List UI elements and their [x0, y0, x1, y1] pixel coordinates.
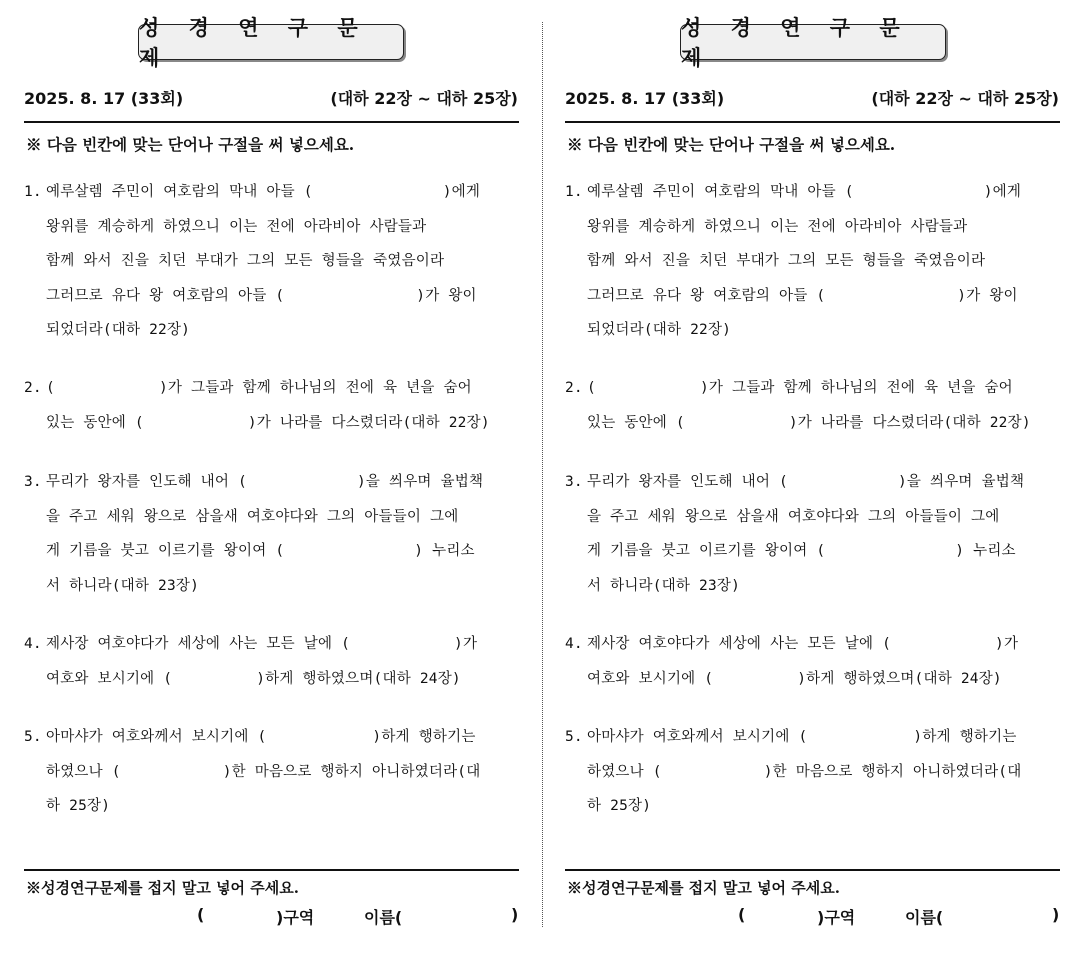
question-4: [565, 627, 1060, 696]
question-text: 여호와 보시기에 (: [587, 670, 714, 687]
instruction-text: ※ 다음 빈칸에 맞는 단어나 구절을 써 넣으세요.: [26, 135, 355, 154]
question-number: 1.: [24, 184, 42, 200]
name-label: 이름(: [905, 908, 944, 927]
question-number: 3.: [565, 474, 583, 490]
question-text: )을 씌우며 율법책: [897, 474, 1025, 490]
question-text: )한 마음으로 행하지 아니하였더라(대: [763, 763, 1022, 780]
question-text: 왕위를 계승하게 하였으니 이는 전에 아라비아 사람들과: [46, 218, 427, 235]
question-text: 무리가 왕자를 인도해 내어 (: [587, 474, 788, 490]
question-text: )하게 행하기는: [913, 729, 1017, 745]
question-text: )가 왕이: [416, 287, 477, 304]
question-text: 함께 와서 진을 치던 부대가 그의 모든 형들을 죽였음이라: [587, 253, 986, 269]
question-text: 여호와 보시기에 (: [46, 670, 173, 687]
question-text: )하게 행하였으며(대하 24장): [256, 670, 461, 687]
district-label: )구역: [817, 908, 856, 927]
worksheet-title: 성 경 연 구 문 제: [138, 24, 404, 60]
question-1: [24, 175, 519, 348]
district-open: (: [738, 905, 746, 924]
session-date: 2025. 8. 17 (33회): [24, 89, 184, 108]
session-date: 2025. 8. 17 (33회): [565, 89, 725, 108]
district-open: (: [197, 905, 205, 924]
question-number: 1.: [565, 184, 583, 200]
bottom-rule: [24, 869, 519, 871]
question-text: ) 누리소: [414, 543, 475, 559]
question-text: 서 하니라(대하 23장): [587, 577, 741, 594]
question-text: 되었더라(대하 22장): [587, 322, 732, 338]
question-text: 그러므로 유다 왕 여호람의 아들 (: [46, 287, 285, 304]
question-text: (: [46, 380, 55, 396]
question-number: 3.: [24, 474, 42, 490]
instruction-text: ※ 다음 빈칸에 맞는 단어나 구절을 써 넣으세요.: [567, 135, 896, 154]
question-text: 되었더라(대하 22장): [46, 322, 191, 338]
question-text: 하였으나 (: [587, 763, 662, 780]
question-text: 무리가 왕자를 인도해 내어 (: [46, 474, 247, 490]
question-text: )가: [995, 636, 1019, 652]
question-3: [24, 465, 519, 603]
signature-row: [24, 905, 519, 927]
question-5: [565, 720, 1060, 824]
worksheet-copy-left: [24, 0, 519, 973]
info-row: [565, 86, 1059, 110]
question-text: )가 나라를 다스렸더라(대하 22장): [788, 414, 1031, 431]
question-2: [565, 371, 1060, 440]
question-text: )가 그들과 함께 하나님의 전에 육 년을 숨어: [158, 380, 472, 396]
question-text: ) 누리소: [955, 543, 1016, 559]
question-text: 제사장 여호야다가 세상에 사는 모든 날에 (: [46, 636, 351, 652]
question-text: 있는 동안에 (: [587, 414, 685, 431]
question-number: 5.: [24, 729, 42, 745]
question-text: )가 그들과 함께 하나님의 전에 육 년을 숨어: [699, 380, 1013, 396]
worksheet-copy-right: [565, 0, 1060, 973]
question-2: [24, 371, 519, 440]
question-text: 하였으나 (: [46, 763, 121, 780]
question-text: 왕위를 계승하게 하였으니 이는 전에 아라비아 사람들과: [587, 218, 968, 235]
bottom-rule: [565, 869, 1060, 871]
question-number: 5.: [565, 729, 583, 745]
question-text: )한 마음으로 행하지 아니하였더라(대: [222, 763, 481, 780]
question-text: )에게: [983, 184, 1022, 200]
question-text: )가: [454, 636, 478, 652]
question-4: [24, 627, 519, 696]
cut-line-divider: [542, 22, 543, 927]
question-number: 4.: [24, 636, 42, 652]
question-text: 함께 와서 진을 치던 부대가 그의 모든 형들을 죽였음이라: [46, 253, 445, 269]
question-text: 제사장 여호야다가 세상에 사는 모든 날에 (: [587, 636, 892, 652]
question-text: 하 25장): [46, 798, 111, 814]
name-close: ): [511, 905, 519, 924]
chapter-range: (대하 22장 ~ 대하 25장): [330, 89, 518, 108]
question-text: 게 기름을 붓고 이르기를 왕이여 (: [587, 543, 826, 559]
question-text: 있는 동안에 (: [46, 414, 144, 431]
top-rule: [565, 121, 1060, 123]
worksheet-title: 성 경 연 구 문 제: [680, 24, 946, 60]
signature-row: [565, 905, 1060, 927]
question-text: )에게: [442, 184, 481, 200]
question-text: (: [587, 380, 596, 396]
chapter-range: (대하 22장 ~ 대하 25장): [871, 89, 1059, 108]
district-label: )구역: [276, 908, 315, 927]
question-text: 예루살렘 주민이 여호람의 막내 아들 (: [46, 184, 313, 200]
question-text: 그러므로 유다 왕 여호람의 아들 (: [587, 287, 826, 304]
footer-note: ※성경연구문제를 접지 말고 넣어 주세요.: [26, 879, 299, 897]
question-text: 아마샤가 여호와께서 보시기에 (: [46, 729, 267, 745]
question-text: 을 주고 세워 왕으로 삼을새 여호야다와 그의 아들들이 그에: [46, 508, 459, 525]
question-number: 4.: [565, 636, 583, 652]
question-number: 2.: [565, 380, 583, 396]
info-row: [24, 86, 518, 110]
question-3: [565, 465, 1060, 603]
question-text: 게 기름을 붓고 이르기를 왕이여 (: [46, 543, 285, 559]
question-5: [24, 720, 519, 824]
question-text: 하 25장): [587, 798, 652, 814]
question-text: )을 씌우며 율법책: [356, 474, 484, 490]
question-text: )하게 행하기는: [372, 729, 476, 745]
question-text: 예루살렘 주민이 여호람의 막내 아들 (: [587, 184, 854, 200]
top-rule: [24, 121, 519, 123]
question-1: [565, 175, 1060, 348]
question-number: 2.: [24, 380, 42, 396]
question-text: )가 나라를 다스렸더라(대하 22장): [247, 414, 490, 431]
question-text: )하게 행하였으며(대하 24장): [797, 670, 1002, 687]
name-label: 이름(: [364, 908, 403, 927]
question-text: 서 하니라(대하 23장): [46, 577, 200, 594]
footer-note: ※성경연구문제를 접지 말고 넣어 주세요.: [567, 879, 840, 897]
name-close: ): [1052, 905, 1060, 924]
question-text: 을 주고 세워 왕으로 삼을새 여호야다와 그의 아들들이 그에: [587, 508, 1000, 525]
question-text: 아마샤가 여호와께서 보시기에 (: [587, 729, 808, 745]
question-text: )가 왕이: [957, 287, 1018, 304]
